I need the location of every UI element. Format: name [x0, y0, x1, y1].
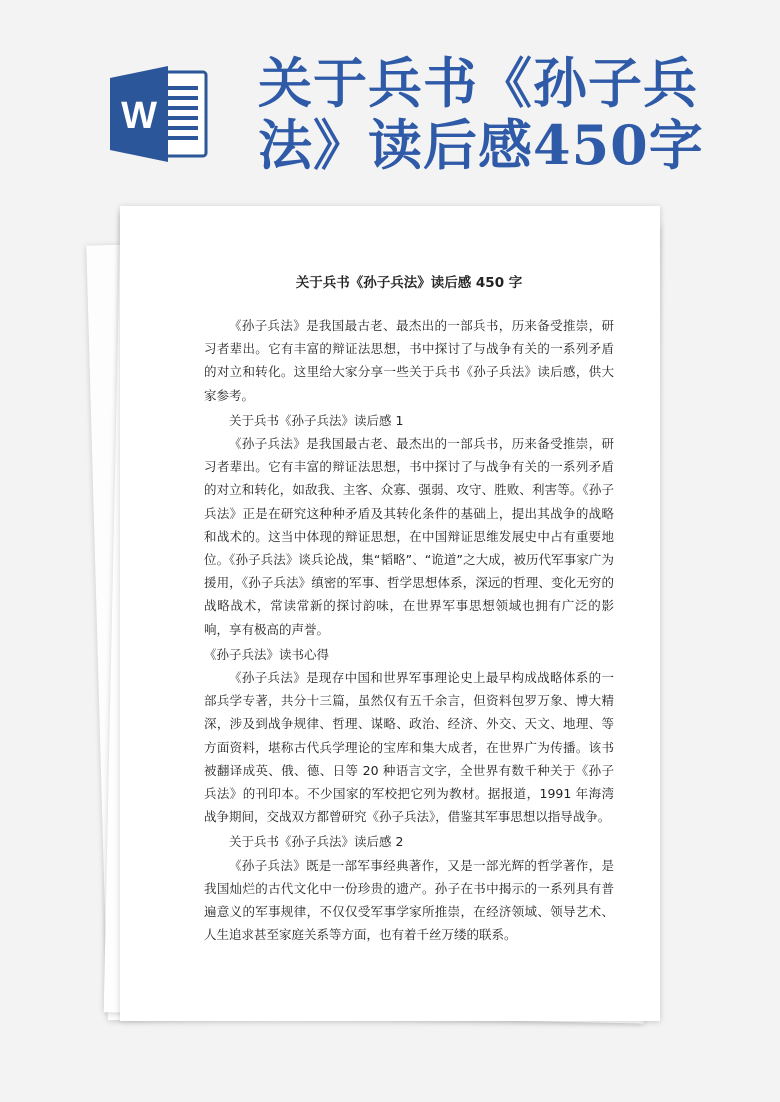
cover-title: 关于兵书《孙子兵法》读后感450字: [258, 51, 704, 177]
section-heading-1: 关于兵书《孙子兵法》读后感 1: [229, 412, 404, 428]
section-heading-2: 关于兵书《孙子兵法》读后感 2: [229, 834, 404, 850]
document-page: [120, 206, 660, 1021]
word-logo-letter: W: [121, 95, 157, 137]
intro-paragraph: 《孙子兵法》是我国最古老、最杰出的一部兵书，历来备受推崇，研习者辈出。它有丰富的辩证法思想，书中探讨了与战争有关的一系列矛盾的对立和转化。这里给大家分享一些关于兵书《孙子兵法》读后感，供大家参考。: [204, 318, 614, 403]
word-app-icon: [110, 66, 210, 162]
section-1-paragraph: 《孙子兵法》是我国最古老、最杰出的一部兵书，历来备受推崇，研习者辈出。它有丰富的辩证法思想，书中探讨了与战争有关的一系列矛盾的对立和转化，如敌我、主客、众寡、强弱、攻守、胜败、利害等。《孙子兵法》正是在研究这种种矛盾及其转化条件的基础上，提出其战争的战略和战术的。这当中体现的辩证思想，在中国辩证思维发展史中占有重要地位。《孙子兵法》谈兵论战，集“韬略”、“诡道”之大成，被历代军事家广为援用，《孙子兵法》缜密的军事、哲学思想体系，深远的哲理、变化无穷的战略战术，常读常新的探讨韵味，在世界军事思想领域也拥有广泛的影响，享有极高的声誉。: [204, 436, 614, 637]
section-2-paragraph: 《孙子兵法》既是一部军事经典著作，又是一部光辉的哲学著作，是我国灿烂的古代文化中一份珍贵的遗产。孙子在书中揭示的一系列具有普遍意义的军事规律，不仅仅受军事学家所推崇，在经济领域、领导艺术、人生追求甚至家庭关系等方面，也有着千丝万缕的联系。: [204, 857, 614, 943]
reading-notes-heading: 《孙子兵法》读书心得: [204, 646, 330, 662]
document-body: [204, 272, 614, 948]
reading-notes-paragraph: 《孙子兵法》是现存中国和世界军事理论史上最早构成战略体系的一部兵学专著，共分十三篇，虽然仅有五千余言，但资料包罗万象、博大精深，涉及到战争规律、哲理、谋略、政治、经济、外交、天文、地理、等方面资料，堪称古代兵学理论的宝库和集大成者，在世界广为传播。该书被翻译成英、俄、德、日等 20 种语言文字，全世界有数千种关于《孙子兵法》的刊印本。不少国家的军校把它列为教材。据报道，1991 年海湾战争期间，交战双方都曾研究《孙子兵法》，借鉴其军事思想以指导战争。: [204, 670, 614, 825]
document-title: 关于兵书《孙子兵法》读后感 450 字: [295, 275, 523, 291]
